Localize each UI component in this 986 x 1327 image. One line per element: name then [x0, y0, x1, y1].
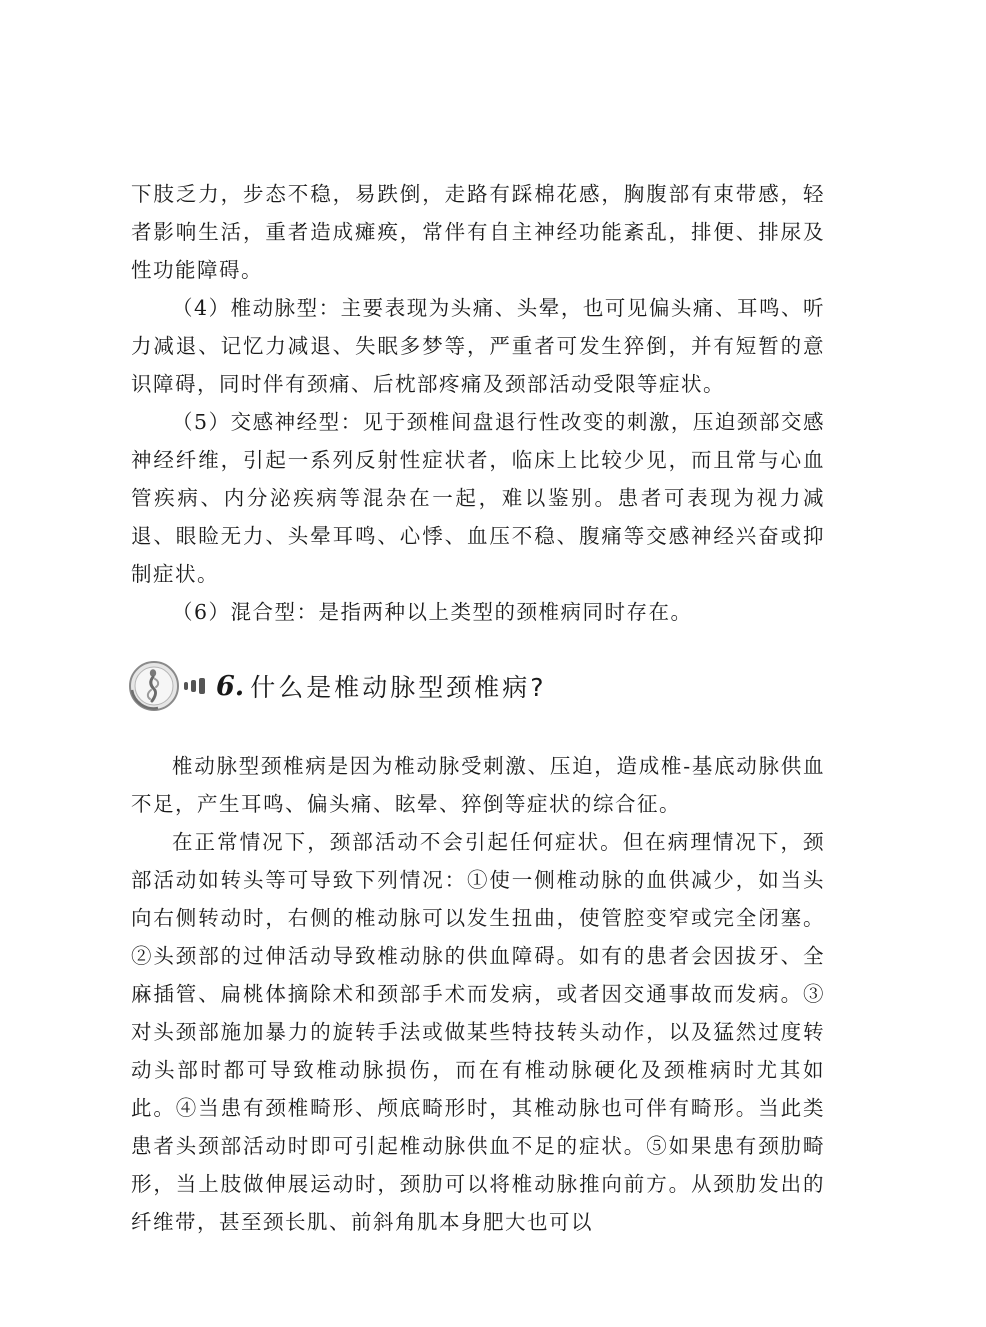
heading-dots: [184, 678, 208, 694]
paragraph-sympathetic-type: （5）交感神经型：见于颈椎间盘退行性改变的刺激，压迫颈部交感神经纤维，引起一系列反射性症状者，临床上比较少见，而且常与心血管疾病、内分泌疾病等混杂在一起，难以鉴别。患者可表现为视力减退、眼睑无力、头晕耳鸣、心悸、血压不稳、腹痛等交感神经兴奋或抑制症状。: [131, 410, 825, 586]
spine-figure-badge-icon: [128, 660, 180, 712]
paragraph-mixed-type: （6）混合型：是指两种以上类型的颈椎病同时存在。: [172, 600, 693, 624]
paragraph-continuation: 下肢乏力，步态不稳，易跌倒，走路有踩棉花感，胸腹部有束带感，轻者影响生活，重者造成瘫痪，常伴有自主神经功能紊乱，排便、排尿及性功能障碍。: [131, 182, 825, 282]
section-heading: [128, 656, 828, 716]
paragraph-vertebral-artery-type: （4）椎动脉型：主要表现为头痛、头晕，也可见偏头痛、耳鸣、听力减退、记忆力减退、失眠多梦等，严重者可发生猝倒，并有短暂的意识障碍，同时伴有颈痛、后枕部疼痛及颈部活动受限等症状。: [131, 296, 825, 396]
paragraph-definition: 椎动脉型颈椎病是因为椎动脉受刺激、压迫，造成椎-基底动脉供血不足，产生耳鸣、偏头痛、眩晕、猝倒等症状的综合征。: [131, 754, 825, 816]
heading-number: 6.: [216, 670, 245, 702]
paragraph-mechanisms: 在正常情况下，颈部活动不会引起任何症状。但在病理情况下，颈部活动如转头等可导致下列情况：①使一侧椎动脉的血供减少，如当头向右侧转动时，右侧的椎动脉可以发生扭曲，使管腔变窄或完全闭塞。②头颈部的过伸活动导致椎动脉的供血障碍。如有的患者会因拔牙、全麻插管、扁桃体摘除术和颈部手术而发病，或者因交通事故而发病。③对头颈部施加暴力的旋转手法或做某些特技转头动作，以及猛然过度转动头部时都可导致椎动脉损伤，而在有椎动脉硬化及颈椎病时尤其如此。④当患有颈椎畸形、颅底畸形时，其椎动脉也可伴有畸形。当此类患者头颈部活动时即可引起椎动脉供血不足的症状。⑤如果患有颈肋畸形，当上肢做伸展运动时，颈肋可以将椎动脉推向前方。从颈肋发出的纤维带，甚至颈长肌、前斜角肌本身肥大也可以: [131, 830, 825, 1234]
heading-title: 什么是椎动脉型颈椎病?: [250, 673, 547, 702]
